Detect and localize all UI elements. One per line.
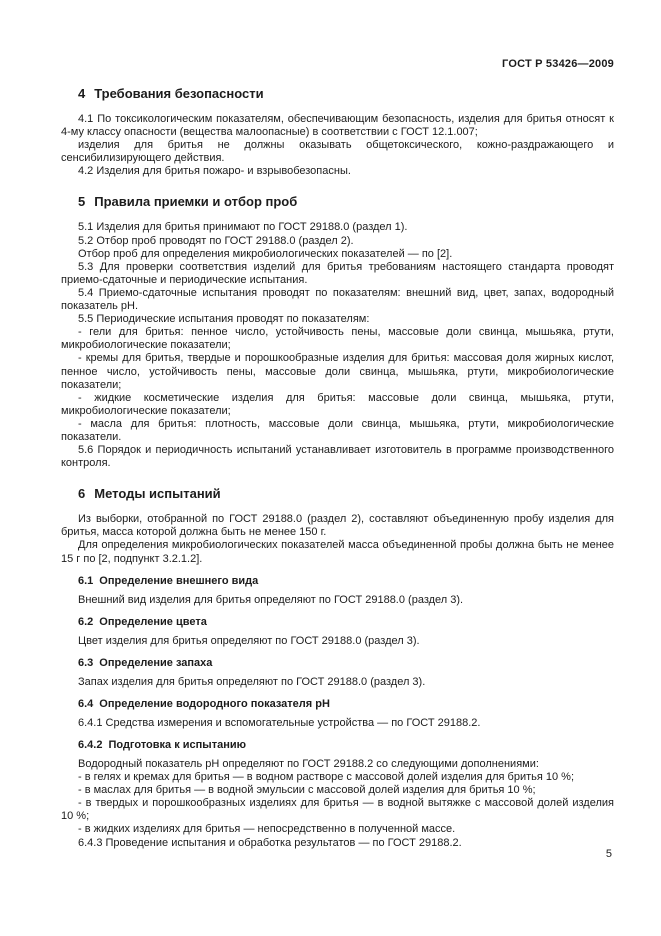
heading-text: Методы испытаний — [94, 486, 221, 502]
heading-text: Определение запаха — [99, 656, 213, 669]
paragraph: Отбор проб для определения микробиологических показателей — по [2]. — [78, 247, 453, 260]
paragraph: Из выборки, отобранной по ГОСТ 29188.0 (раздел 2), составляют объединенную пробу изделия для бритья, масса которой должна быть не менее 150 г. — [61, 513, 614, 539]
paragraph: - масла для бритья: плотность, массовые доли свинца, мышьяка, ртути, микробиологические показатели. — [61, 417, 614, 443]
heading-text: Подготовка к испытанию — [108, 739, 247, 751]
paragraph: Водородный показатель pH определяют по ГОСТ 29188.2 со следующими дополнениями: — [78, 758, 539, 770]
heading-number: 6.4.2 — [78, 739, 103, 751]
heading-text: Требования безопасности — [94, 86, 264, 101]
document-body — [61, 86, 614, 850]
paragraph: 6.4.3 Проведение испытания и обработка результатов — по ГОСТ 29188.2. — [78, 836, 462, 849]
paragraph: - жидкие косметические изделия для бритья: массовые доли свинца, мышьяка, ртути, микробиологические показатели; — [61, 391, 614, 417]
paragraph: изделия для бритья не должны оказывать общетоксического, кожно-раздражающего и сенсибилизирующего действия. — [61, 139, 614, 165]
paragraph: - в твердых и порошкообразных изделиях для бритья — в водной вытяжке с массовой долей изделия 10 %; — [61, 797, 614, 823]
paragraph: - кремы для бритья, твердые и порошкообразные изделия для бритья: массовая доля жирных кислот, пенное число, устойчивость пены, массовые доли свинца, мышьяка, ртути, микробиологические показатели; — [61, 352, 614, 391]
section-heading — [78, 86, 614, 101]
paragraph: 5.6 Порядок и периодичность испытаний устанавливает изготовитель в программе производственного контроля. — [61, 444, 614, 470]
paragraph: 5.2 Отбор проб проводят по ГОСТ 29188.0 (раздел 2). — [78, 234, 354, 247]
section-heading — [78, 739, 614, 751]
section-heading — [78, 616, 614, 628]
paragraph: 5.3 Для проверки соответствия изделий для бритья требованиям настоящего стандарта проводят приемо-сдаточные и периодические испытания. — [61, 260, 614, 286]
heading-number: 6.4 — [78, 697, 94, 710]
heading-text: Правила приемки и отбор проб — [94, 194, 298, 210]
paragraph: - в маслах для бритья — в водной эмульсии с массовой долей изделия для бритья 10 %; — [78, 784, 536, 797]
heading-number: 6.3 — [78, 656, 94, 669]
heading-text: Определение водородного показателя pH — [99, 697, 330, 710]
section-heading — [78, 698, 614, 710]
paragraph: 5.5 Периодические испытания проводят по показателям: — [78, 313, 370, 326]
paragraph: Внешний вид изделия для бритья определяют по ГОСТ 29188.0 (раздел 3). — [78, 593, 464, 606]
heading-number: 6.2 — [78, 615, 94, 628]
heading-text: Определение внешнего вида — [99, 574, 259, 587]
heading-number: 6.1 — [78, 574, 94, 587]
paragraph: 6.4.1 Средства измерения и вспомогательные устройства — по ГОСТ 29188.2. — [78, 716, 481, 729]
paragraph: Цвет изделия для бритья определяют по ГОСТ 29188.0 (раздел 3). — [78, 634, 420, 647]
paragraph: - в гелях и кремах для бритья — в водном растворе с массовой долей изделия для бритья 10 %; — [78, 771, 574, 784]
paragraph: 4.1 По токсикологическим показателям, обеспечивающим безопасность, изделия для бритья относят к 4-му классу опасности (вещества малоопасные) в соответствии с ГОСТ 12.1.007; — [61, 113, 614, 139]
paragraph: Запах изделия для бритья определяют по ГОСТ 29188.0 (раздел 3). — [78, 675, 426, 688]
paragraph: - гели для бритья: пенное число, устойчивость пены, массовые доли свинца, мышьяка, ртути, микробиологические показатели; — [61, 326, 614, 352]
heading-text: Определение цвета — [99, 615, 207, 628]
paragraph: - в жидких изделиях для бритья — непосредственно в полученной массе. — [78, 823, 456, 836]
heading-number: 6 — [78, 486, 86, 502]
page-number: 5 — [605, 848, 612, 860]
paragraph: 4.2 Изделия для бритья пожаро- и взрывобезопасны. — [78, 165, 351, 178]
paragraph: 5.4 Приемо-сдаточные испытания проводят по показателям: внешний вид, цвет, запах, водородный показатель pH. — [61, 286, 614, 313]
heading-number: 5 — [78, 194, 86, 210]
section-heading — [78, 575, 614, 587]
paragraph: 5.1 Изделия для бритья принимают по ГОСТ 29188.0 (раздел 1). — [78, 221, 408, 234]
section-heading — [78, 194, 614, 209]
section-heading — [78, 486, 614, 501]
document-code: ГОСТ Р 53426—2009 — [502, 58, 614, 70]
heading-number: 4 — [78, 86, 86, 101]
paragraph: Для определения микробиологических показателей масса объединенной пробы должна быть не менее 15 г по [2, подпункт 3.2.1.2]. — [61, 539, 614, 565]
section-heading — [78, 657, 614, 669]
